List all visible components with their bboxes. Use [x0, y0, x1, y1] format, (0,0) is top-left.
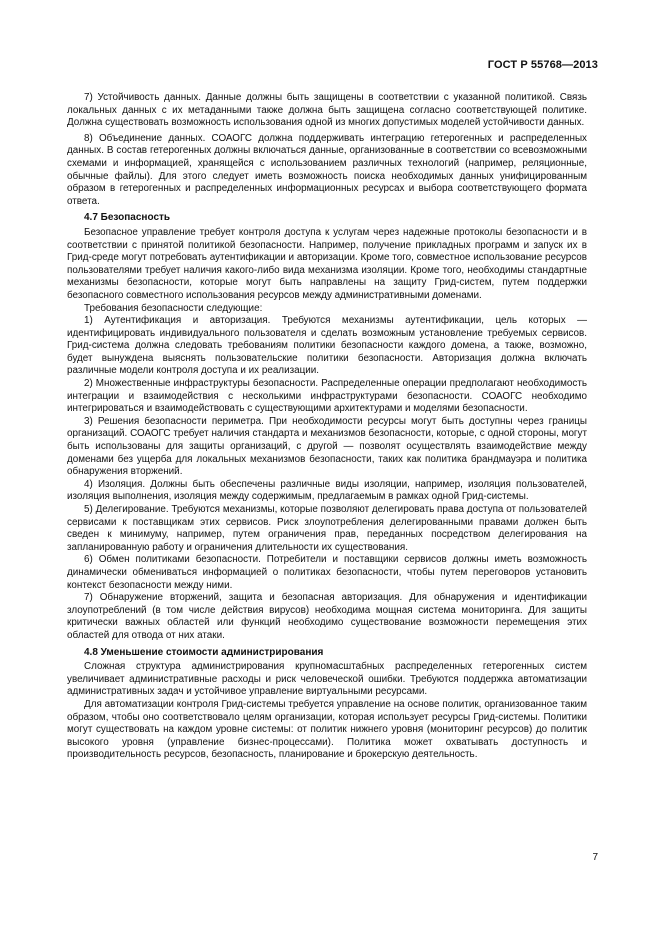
document-body: [67, 92, 587, 762]
page-number: 7: [592, 852, 598, 863]
section-heading-4-8: 4.8 Уменьшение стоимости администрирования: [84, 646, 324, 658]
paragraph-perimeter-security: 3) Решения безопасности периметра. При необходимости ресурсы могут быть доступны через границы организаций. СОАОГС требует наличия стандарта и механизмов безопасности, которые, с одной стороны, могут быть использованы для защиты организаций, с другой — позволят осуществлять взаимодействие между доменами без ущерба для локальных механизмов безопасности, таких как политика брандмауэра и политика обнаружения вторжений.: [67, 415, 587, 478]
paragraph-data-federation: 8) Объединение данных. СОАОГС должна поддерживать интеграцию гетерогенных и распределенных данных. В состав гетерогенных должны включаться данные, организованные в соответствии со всевозможными схемами и информацией, хранящейся с использованием различных технологий (например, реляционные, обычные файлы). Для этого следует иметь возможность поиска необходимых данных унифицированным образом в гетерогенных и распределенных информационных ресурсах и выбора соответствующего формата ответа.: [67, 132, 587, 207]
paragraph-policy-exchange: 6) Обмен политиками безопасности. Потребители и поставщики сервисов должны иметь возможность динамически обмениваться информацией о политиках безопасности, чтобы путем переговоров установить контекст безопасности между ними.: [67, 554, 587, 591]
standard-header: ГОСТ Р 55768—2013: [487, 59, 598, 71]
paragraph-admin-complexity: Сложная структура администрирования крупномасштабных распределенных гетерогенных систем увеличивает административные расходы и риск человеческой ошибки. Требуются поддержка автоматизации административных задач и устойчивое управление виртуальными ресурсами.: [67, 661, 587, 698]
section-heading-4-7: 4.7 Безопасность: [84, 212, 171, 224]
paragraph-security-requirements: Требования безопасности следующие:: [84, 302, 263, 314]
paragraph-data-persistence: 7) Устойчивость данных. Данные должны быть защищены в соответствии с указанной политикой. Связь локальных данных с их метаданными также должна быть защищена согласно соответствующей политике. Должна существовать возможность использования одной из многих допустимых моделей устойчивости данных.: [67, 92, 587, 129]
paragraph-authentication: 1) Аутентификация и авторизация. Требуются механизмы аутентификации, цель которых — идентифицировать индивидуального пользователя и сделать возможным установление требуемых сервисов. Грид-система должна следовать требованиям политики безопасности каждого домена, а также, возможно, будет вынуждена выяснять пользовательские политики безопасности. Авторизация должна включать различные модели контроля доступа и их реализации.: [67, 315, 587, 377]
paragraph-intrusion-detection: 7) Обнаружение вторжений, защита и безопасная авторизация. Для обнаружения и идентификации злоупотреблений (в том числе действия вирусов) необходима мощная система мониторинга. Для защиты критически важных областей или функций необходимо существование возможности перемещения этих областей для отвода от них атаки.: [67, 592, 587, 641]
paragraph-policy-management: Для автоматизации контроля Грид-системы требуется управление на основе политик, организованное таким образом, чтобы оно соответствовало целям организации, которая использует ресурсы Грид-системы. Политики могут существовать на каждом уровне системы: от политик нижнего уровня (мониторинг ресурсов) до политик высокого уровня (управление бизнес-процессами). Политика может охватывать доступность и производительность ресурсов, безопасность, планирование и брокерскую деятельность.: [67, 698, 587, 761]
paragraph-security-intro: Безопасное управление требует контроля доступа к услугам через надежные протоколы безопасности и в соответствии с принятой политикой безопасности. Например, получение прикладных программ и запуск их в Грид-среде могут потребовать аутентификации и авторизации. Кроме того, совместное использование ресурсов пользователями требует наличия какого-либо вида механизма изоляции. Кроме того, необходимы стандартные механизмы безопасности, которые могут быть направлены на защиту Грид-систем, путем поддержки безопасного совместного использования ресурсов между административными доменами.: [67, 226, 587, 301]
paragraph-delegation: 5) Делегирование. Требуются механизмы, которые позволяют делегировать права доступа от пользователей сервисами к поставщикам этих сервисов. Риск злоупотребления делегированными правами должен быть сведен к минимуму, например, путем ограничения прав, переданных посредством делегирования на запланированную работу и ограничения длительности их существования.: [67, 504, 587, 553]
paragraph-multiple-infrastructures: 2) Множественные инфраструктуры безопасности. Распределенные операции предполагают необходимость интеграции и взаимодействия с несколькими инфраструктурами безопасности. СОАОГС необходимо интегрироваться и взаимодействовать с существующими архитектурами и моделями безопасности.: [67, 378, 587, 415]
paragraph-isolation: 4) Изоляция. Должны быть обеспечены различные виды изоляции, например, изоляция пользователей, изоляция выполнения, изоляция между содержимым, предлагаемым в рамках одной Грид-системы.: [67, 478, 587, 503]
